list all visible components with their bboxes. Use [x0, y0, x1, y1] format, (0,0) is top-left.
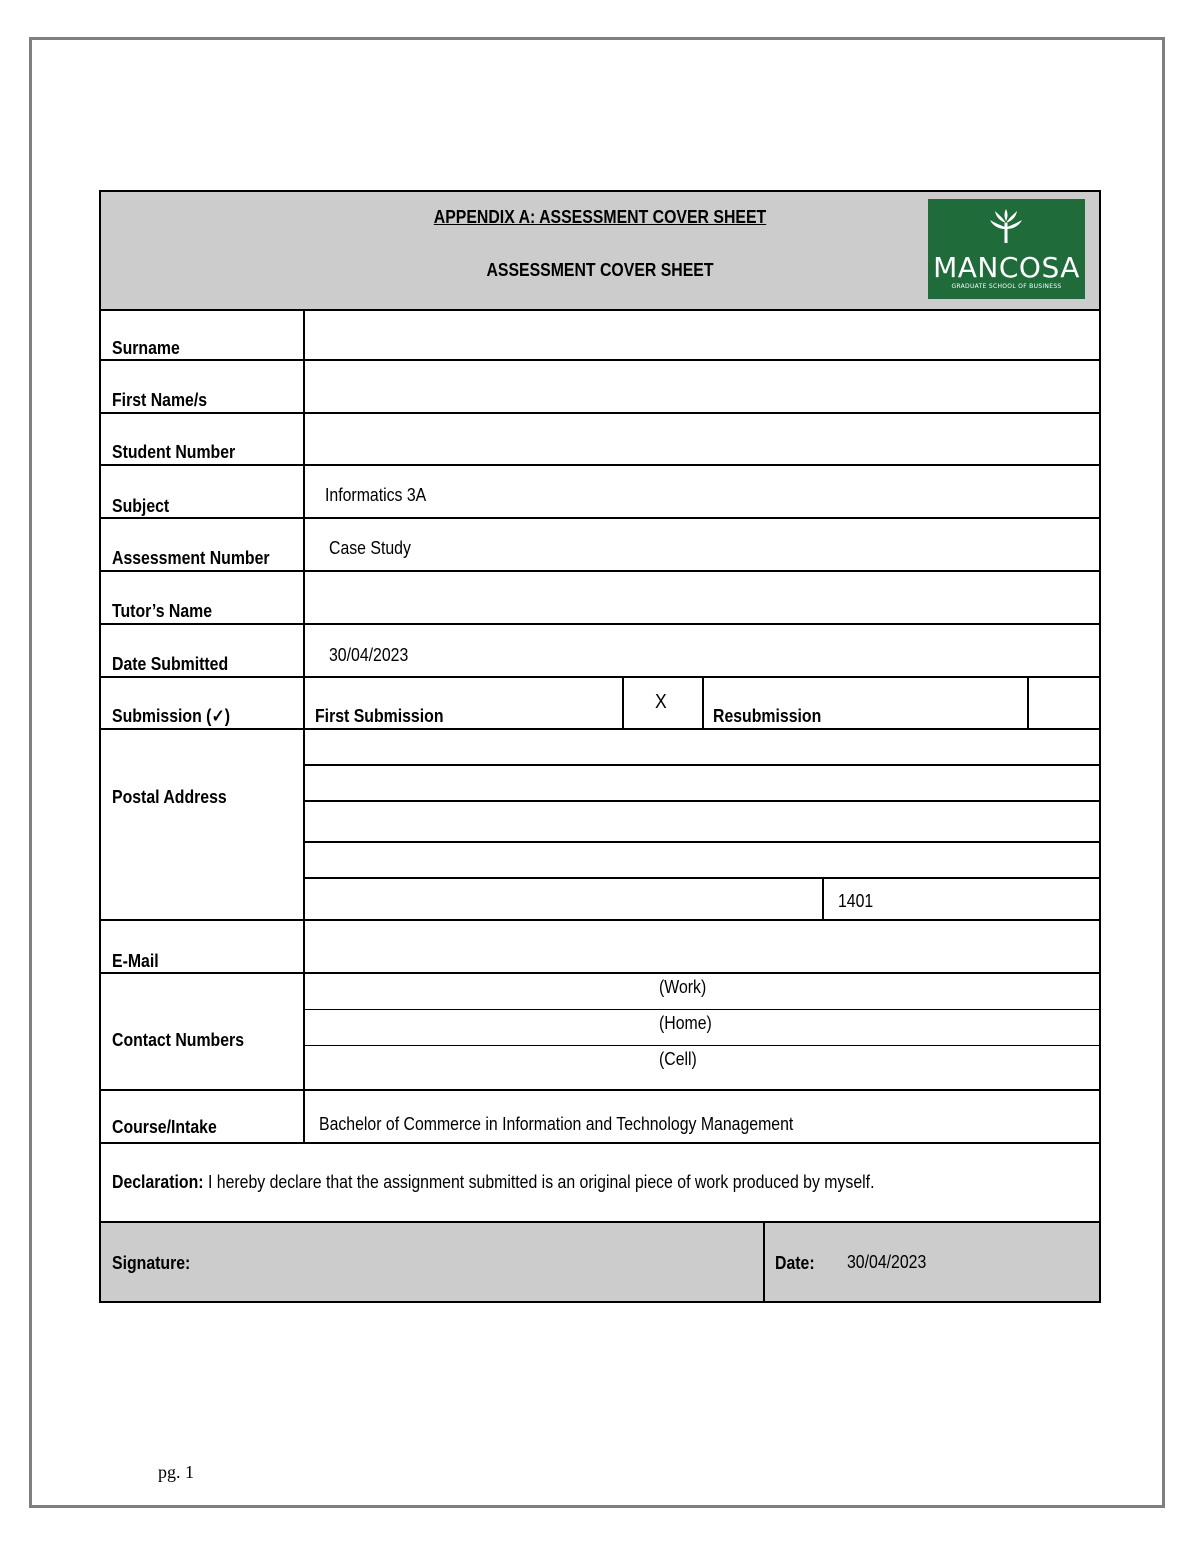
tutor-name-label: Tutor’s Name [112, 601, 213, 621]
row-sep [99, 919, 1101, 921]
contact-work[interactable]: (Work) [659, 977, 707, 997]
email-label: E-Mail [112, 951, 159, 971]
course-intake-label: Course/Intake [112, 1117, 217, 1137]
resubmission-label: Resubmission [713, 706, 822, 726]
signature-band [100, 1222, 1100, 1302]
contact-line [304, 1009, 1100, 1010]
row-sep [99, 1221, 1101, 1223]
first-submission-mark[interactable]: X [655, 691, 667, 713]
declaration [112, 1172, 874, 1193]
date-label: Date: [775, 1253, 815, 1273]
mancosa-logo [928, 199, 1085, 299]
table-border-top [99, 190, 1101, 192]
first-submission-label: First Submission [315, 706, 444, 726]
submission-divider [622, 676, 624, 729]
table-border-bottom [99, 1301, 1101, 1303]
table-border-left [99, 190, 101, 1303]
assessment-number-label: Assessment Number [112, 548, 270, 568]
row-sep [99, 517, 1101, 519]
postal-line [304, 800, 1100, 802]
logo-wordmark: MANCOSA [933, 251, 1080, 284]
appendix-title: APPENDIX A: ASSESSMENT COVER SHEET [433, 207, 767, 227]
postal-line [304, 841, 1100, 843]
signature-date-divider [763, 1221, 765, 1302]
submission-divider [702, 676, 704, 729]
course-intake-value[interactable]: Bachelor of Commerce in Information and Technology Management [319, 1114, 794, 1134]
tree-icon [986, 209, 1026, 245]
row-sep [99, 359, 1101, 361]
postal-line [304, 877, 1100, 879]
date-submitted-label: Date Submitted [112, 654, 229, 674]
row-sep [99, 728, 1101, 730]
postal-code-divider [822, 877, 824, 920]
logo-tagline: GRADUATE SCHOOL OF BUSINESS [951, 283, 1062, 290]
submission-divider [1027, 676, 1029, 729]
submission-label: Submission (✓) [112, 706, 231, 726]
contact-line [304, 1045, 1100, 1046]
contact-cell[interactable]: (Cell) [659, 1049, 697, 1069]
date-submitted-value[interactable]: 30/04/2023 [329, 645, 409, 665]
row-sep [99, 676, 1101, 678]
row-sep [99, 309, 1101, 311]
date-value[interactable]: 30/04/2023 [847, 1252, 927, 1272]
signature-label: Signature: [112, 1253, 191, 1273]
row-sep [99, 972, 1101, 974]
row-sep [99, 412, 1101, 414]
contact-home[interactable]: (Home) [659, 1013, 712, 1033]
postal-line [304, 764, 1100, 766]
row-sep [99, 1142, 1101, 1144]
row-sep [99, 570, 1101, 572]
declaration-label: Declaration: [112, 1172, 204, 1192]
page-number: pg. 1 [158, 1462, 194, 1482]
label-column-divider [303, 309, 305, 1143]
subject-label: Subject [112, 496, 170, 516]
declaration-text: I hereby declare that the assignment submitted is an original piece of work produced by myself. [207, 1172, 875, 1192]
student-number-label: Student Number [112, 442, 236, 462]
row-sep [99, 1089, 1101, 1091]
subject-value[interactable]: Informatics 3A [325, 485, 427, 505]
postal-code-value[interactable]: 1401 [838, 891, 874, 911]
first-names-label: First Name/s [112, 390, 208, 410]
sheet-title: ASSESSMENT COVER SHEET [486, 260, 714, 280]
postal-address-label: Postal Address [112, 787, 227, 807]
row-sep [99, 623, 1101, 625]
row-sep [99, 464, 1101, 466]
contact-numbers-label: Contact Numbers [112, 1030, 245, 1050]
surname-label: Surname [112, 338, 180, 358]
table-border-right [1099, 190, 1101, 1303]
assessment-number-value[interactable]: Case Study [329, 538, 411, 558]
